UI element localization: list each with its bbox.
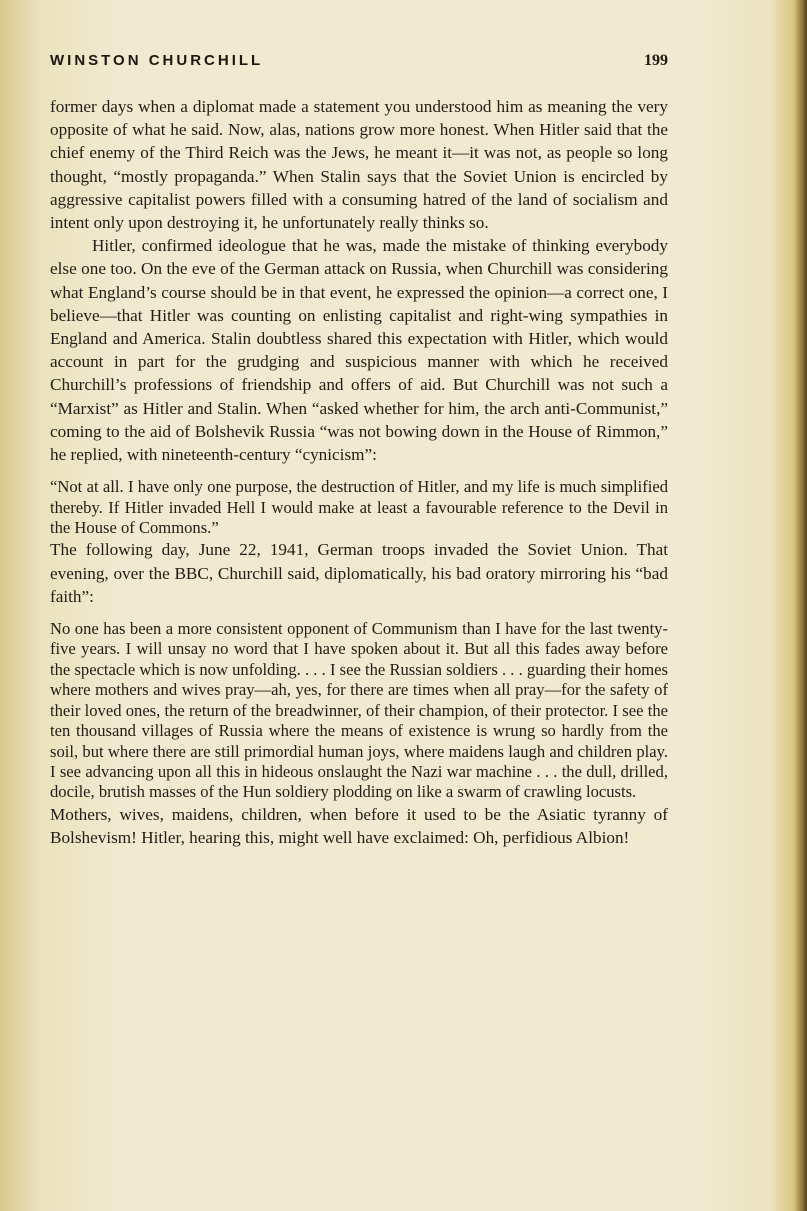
running-title: WINSTON CHURCHILL: [50, 52, 264, 69]
quote-churchill-devil: “Not at all. I have only one purpose, the destruction of Hitler, and my life is much simplified thereby. If Hitler invaded Hell I would make at least a favourable reference to the Devil in the House of Commons.”: [50, 477, 668, 538]
paragraph-hitler-ideologue: Hitler, confirmed ideologue that he was, made the mistake of thinking everybody else one too. On the eve of the German attack on Russia, when Churchill was considering what England’s course should be in that event, he expressed the opinion—a correct one, I believe—that Hitler was counting on enlisting capitalist and right-wing sympathies in England and America. Stalin doubtless shared this expectation with Hitler, which would account in part for the grudging and suspicious manner with which he received Churchill’s professions of friendship and offers of aid. But Churchill was not such a “Marxist” as Hitler and Stalin. When “asked whether for him, the arch anti-Communist,” coming to the aid of Bolshevik Russia “was not bowing down in the House of Rimmon,” he replied, with nineteenth-century “cynicism”:: [50, 236, 668, 465]
page-edge-shadow: [795, 0, 807, 1211]
paragraph-continued: former days when a diplomat made a statement you understood him as meaning the very opposite of what he said. Now, alas, nations grow more honest. When Hitler said that the chief enemy of the Third Reich was the Jews, he meant it—it was not, as people so long thought, “mostly propaganda.” When Stalin says that the Soviet Union is encircled by aggressive capitalist powers filled with a consuming hatred of the land of socialism and intent only upon destroying it, he unfortunately really thinks so.: [50, 97, 668, 233]
paragraph-perfidious-albion: Mothers, wives, maidens, children, when before it used to be the Asiatic tyranny of Bolshevism! Hitler, hearing this, might well have exclaimed: Oh, perfidious Albion!: [50, 804, 668, 847]
page-body: [50, 95, 668, 849]
page-number: 199: [644, 52, 668, 69]
quote-bbc-broadcast: No one has been a more consistent opponent of Communism than I have for the last twenty-five years. I will unsay no word that I have spoken about it. But all this fades away before the spectacle which is now unfolding. . . . I see the Russian soldiers . . . guarding their homes where mothers and wives pray—ah, yes, for there are times when all pray—for the safety of their loved ones, the return of the breadwinner, of their champion, of their protector. I see the ten thousand villages of Russia where the means of existence is wrung so hardly from the soil, but where there are still primordial human joys, where maidens laugh and children play. I see advancing upon all this in hideous onslaught the Nazi war machine . . . the dull, drilled, docile, brutish masses of the Hun soldiery plodding on like a swarm of crawling locusts.: [50, 619, 668, 802]
paragraph-june-22: The following day, June 22, 1941, German troops invaded the Soviet Union. That evening, over the BBC, Churchill said, diplomatically, his bad oratory mirroring his “bad faith”:: [50, 540, 668, 606]
